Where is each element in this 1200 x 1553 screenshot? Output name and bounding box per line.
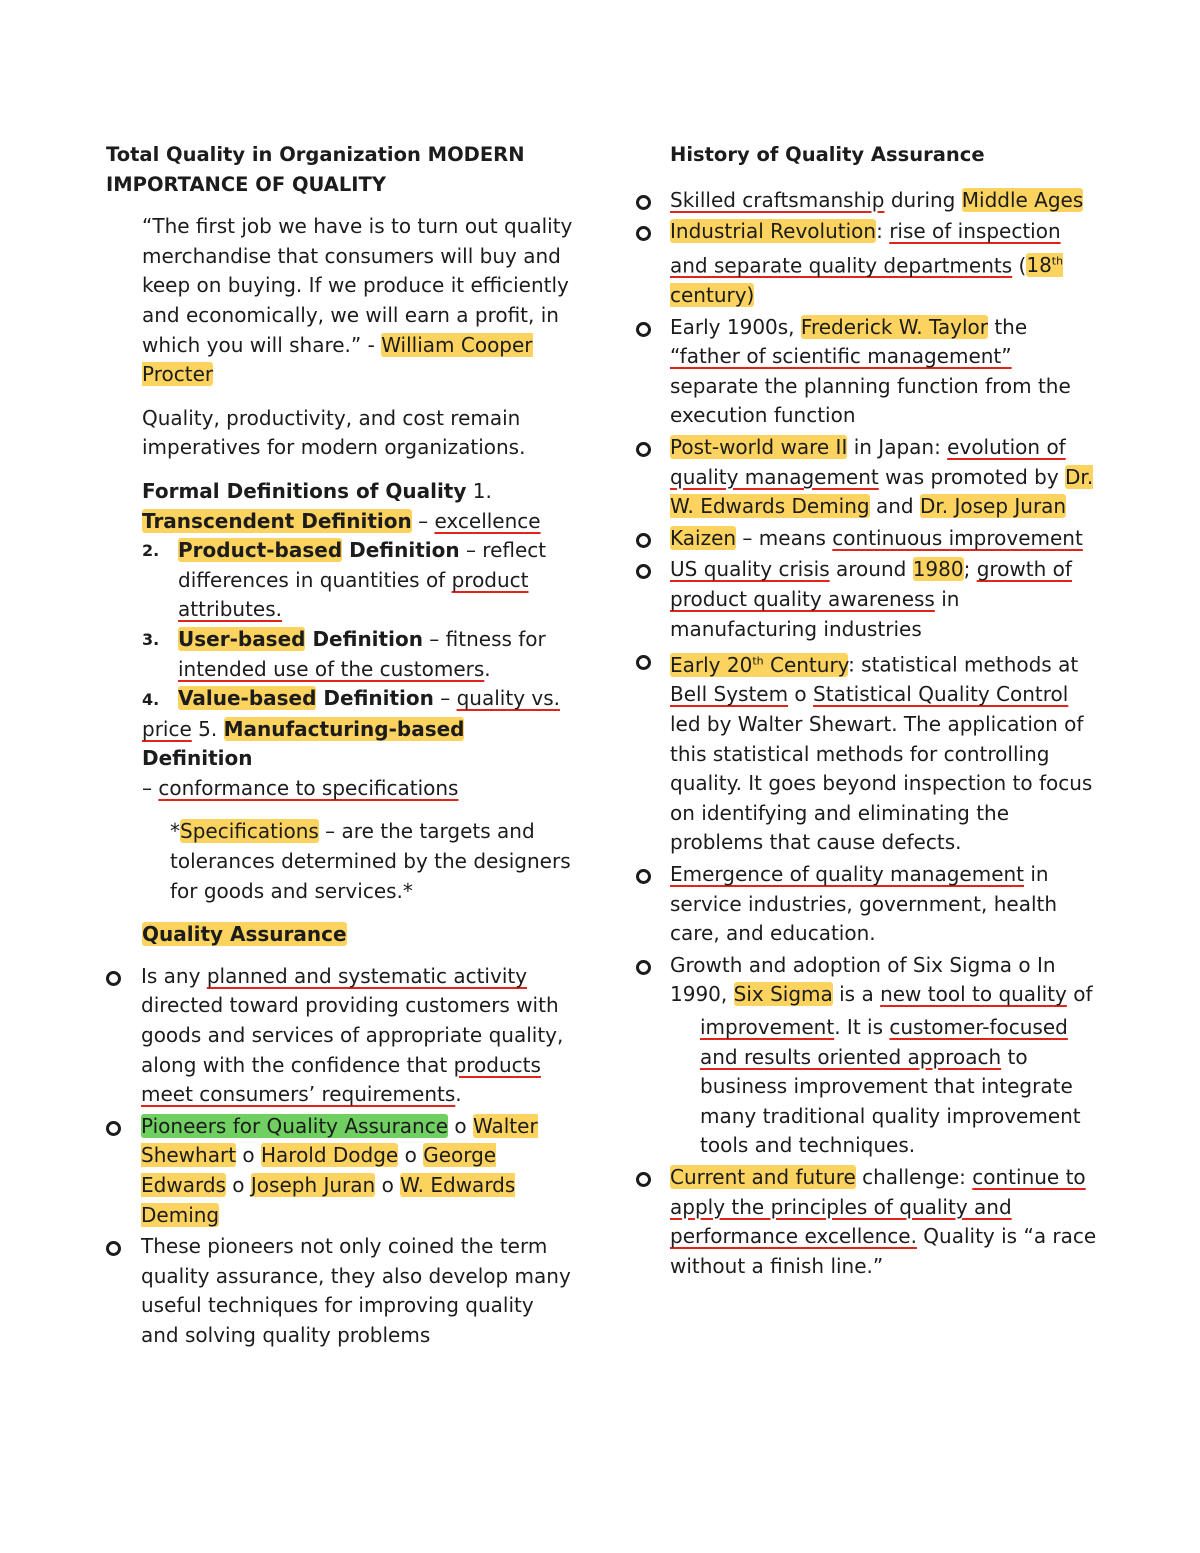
history-heading: History of Quality Assurance bbox=[670, 143, 985, 166]
h7-underlined-1: Bell System bbox=[670, 682, 789, 707]
h3-text-3: separate the planning function from the execution function bbox=[670, 373, 1071, 428]
h2-century-word: century) bbox=[670, 283, 755, 308]
list-item bbox=[106, 962, 576, 1110]
definition-number-1: 1. bbox=[472, 478, 492, 503]
definition-1 bbox=[142, 507, 576, 537]
h7-suffix: th bbox=[752, 654, 764, 668]
list-item bbox=[106, 1232, 576, 1350]
h8-underlined: Emergence of quality management bbox=[670, 861, 1025, 886]
circle-bullet-icon bbox=[636, 533, 651, 548]
pioneer-5: W. Edwards Deming bbox=[141, 1173, 516, 1227]
definition-5-dash: – bbox=[142, 775, 159, 800]
h1-highlight: Middle Ages bbox=[961, 187, 1084, 212]
circle-bullet-icon bbox=[636, 655, 651, 670]
circle-bullet-icon bbox=[636, 564, 651, 579]
h6-underlined-1: US quality crisis bbox=[670, 557, 830, 582]
list-item bbox=[636, 524, 1101, 554]
h7-sep: o bbox=[788, 682, 814, 707]
list-item bbox=[636, 555, 1101, 644]
quality-assurance-heading: Quality Assurance bbox=[142, 922, 347, 947]
definition-5-desc: conformance to specifications bbox=[158, 775, 459, 800]
h9-sub-text: . It is bbox=[834, 1014, 890, 1039]
formal-definitions-heading-line bbox=[142, 477, 576, 507]
definition-1-desc: excellence bbox=[434, 508, 541, 533]
h6-highlight: 1980 bbox=[912, 557, 964, 582]
h9-highlight: Six Sigma bbox=[733, 982, 833, 1007]
circle-bullet-icon bbox=[636, 195, 651, 210]
list-item bbox=[636, 646, 1101, 858]
left-column bbox=[106, 140, 576, 1353]
pioneers-heading: Pioneers for Quality Assurance bbox=[141, 1113, 449, 1138]
h2-century-number: 18 bbox=[1026, 253, 1052, 278]
procter-quote bbox=[142, 212, 576, 390]
h2-paren: ( bbox=[1012, 253, 1027, 278]
h3-text: Early 1900s, bbox=[670, 314, 801, 339]
h4-underlined: evolution of quality management bbox=[670, 435, 1066, 489]
h6-text-2: in manufacturing industries bbox=[670, 586, 960, 641]
list-item bbox=[106, 1112, 576, 1230]
definition-4-def: Definition bbox=[316, 686, 434, 711]
h3-highlight: Frederick W. Taylor bbox=[800, 314, 988, 339]
qa-item-1-period: . bbox=[455, 1082, 462, 1107]
circle-bullet-icon bbox=[636, 226, 651, 241]
imperatives-paragraph: Quality, productivity, and cost remain imperatives for modern organizations. bbox=[142, 405, 526, 460]
h4-highlight-1: Post-world ware II bbox=[670, 435, 848, 459]
definition-1-dash: – bbox=[411, 508, 435, 533]
definition-5-term: Manufacturing-based bbox=[223, 716, 465, 741]
list-item bbox=[636, 1163, 1101, 1281]
h2-highlight: Industrial Revolution bbox=[670, 219, 877, 244]
definition-2-underlined: product attributes. bbox=[178, 567, 529, 622]
circle-bullet-icon bbox=[106, 1241, 121, 1256]
list-item bbox=[636, 433, 1101, 522]
qa-item-3-text: These pioneers not only coined the term quality assurance, they also develop many useful techniques for improving quality and solving quality problems bbox=[141, 1234, 571, 1347]
h9-sub-underlined-2: customer-focused and results oriented approach bbox=[700, 1014, 1068, 1069]
quality-assurance-list bbox=[106, 962, 576, 1351]
h3-text-2: the bbox=[987, 314, 1028, 339]
definition-4-5 bbox=[142, 684, 576, 803]
separator: o bbox=[398, 1143, 424, 1168]
h10-text: challenge: bbox=[855, 1164, 973, 1189]
definition-3-underlined: intended use of the customers bbox=[178, 656, 485, 681]
h1-underlined: Skilled craftsmanship bbox=[670, 187, 885, 212]
h4-highlight-3: Dr. Josep Juran bbox=[919, 494, 1067, 519]
list-item bbox=[636, 951, 1101, 1161]
h9-sub-text-2: to business improvement that integrate many traditional quality improvement tools and techniques. bbox=[700, 1044, 1081, 1158]
history-list bbox=[636, 186, 1101, 1282]
h9-text-3: of bbox=[1066, 982, 1093, 1007]
definition-4-underlined: quality vs. price bbox=[142, 686, 560, 741]
h10-highlight: Current and future bbox=[670, 1164, 856, 1189]
separator: o bbox=[448, 1113, 473, 1138]
list-item bbox=[636, 186, 1101, 216]
definition-3-desc: – fitness for bbox=[422, 626, 546, 651]
h9-sub-paragraph bbox=[670, 1013, 1101, 1161]
list-item bbox=[636, 217, 1101, 310]
list-item bbox=[636, 313, 1101, 431]
h4-text-2: was promoted by bbox=[878, 464, 1066, 489]
circle-bullet-icon bbox=[636, 1172, 651, 1187]
separator: o bbox=[236, 1143, 261, 1168]
pioneer-2: Harold Dodge bbox=[260, 1143, 399, 1168]
quote-author: William Cooper Procter bbox=[142, 332, 533, 387]
h6-semicolon: ; bbox=[963, 557, 977, 582]
circle-bullet-icon bbox=[636, 442, 651, 457]
spec-star: * bbox=[170, 819, 180, 844]
circle-bullet-icon bbox=[636, 960, 651, 975]
right-column bbox=[636, 140, 1101, 1283]
h5-highlight: Kaizen bbox=[670, 525, 737, 550]
h6-text: around bbox=[829, 557, 913, 582]
pioneer-3: George Edwards bbox=[141, 1143, 497, 1197]
page-title: Total Quality in Organization MODERN IMPORTANCE OF QUALITY bbox=[106, 143, 525, 196]
definition-number-3: 3. bbox=[142, 629, 160, 649]
definition-2-term: Product-based bbox=[178, 538, 343, 563]
h7-text: : statistical methods at bbox=[848, 652, 1079, 677]
pioneer-1: Walter Shewhart bbox=[141, 1113, 538, 1168]
quality-assurance-heading-line bbox=[142, 920, 576, 950]
h9-text: Growth and adoption of Six Sigma o In 1990, bbox=[670, 952, 1056, 1007]
definition-2 bbox=[142, 536, 576, 625]
definition-3-period: . bbox=[484, 656, 491, 681]
definition-2-desc: – reflect differences in quantities of bbox=[178, 538, 547, 592]
h5-text: – means bbox=[736, 525, 833, 550]
quote-text: “The first job we have is to turn out quality merchandise that consumers will buy and keep on buying. If we produce it efficiently and economically, we will earn a profit, in which you will share.” - bbox=[142, 214, 573, 357]
specifications-desc: – are the targets and tolerances determined by the designers for goods and services.* bbox=[170, 819, 571, 903]
h10-text-2: Quality is “a race without a finish line.” bbox=[670, 1224, 1097, 1278]
h2-underlined: rise of inspection and separate quality departments bbox=[670, 219, 1061, 278]
h9-underlined: new tool to quality bbox=[880, 982, 1067, 1007]
h1-text: during bbox=[884, 187, 962, 212]
circle-bullet-icon bbox=[636, 322, 651, 337]
definition-4-term: Value-based bbox=[178, 686, 317, 711]
definition-1-term: Transcendent Definition bbox=[142, 508, 412, 533]
h7-early: Early 20 bbox=[670, 652, 753, 677]
h7-highlight bbox=[670, 653, 848, 677]
definition-3-def: Definition bbox=[305, 626, 423, 651]
specifications-note bbox=[170, 817, 576, 906]
definition-3-term: User-based bbox=[178, 626, 306, 651]
formal-definitions-heading: Formal Definitions of Quality bbox=[142, 478, 467, 503]
definition-2-def: Definition bbox=[342, 538, 460, 563]
h4-highlight-2: Dr. W. Edwards Deming bbox=[670, 464, 1094, 519]
qa-item-1-text-2: directed toward providing customers with goods and services of appropriate quality, along with the confidence that bbox=[141, 993, 564, 1077]
h7-text-2: led by Walter Shewart. The application of this statistical methods for controlling quality. It goes beyond inspection to focus on identifying and eliminating the problems that cause defects. bbox=[670, 712, 1093, 855]
definition-number-4: 4. bbox=[142, 690, 160, 710]
definition-number-2: 2. bbox=[142, 541, 160, 561]
h5-underlined: continuous improvement bbox=[832, 525, 1083, 550]
h9-text-2: is a bbox=[832, 982, 881, 1007]
definition-3 bbox=[142, 625, 576, 684]
list-item bbox=[636, 860, 1101, 949]
circle-bullet-icon bbox=[106, 971, 121, 986]
h9-sub-underlined-1: improvement bbox=[700, 1014, 835, 1039]
h7-underlined-2: Statistical Quality Control bbox=[813, 682, 1069, 707]
h6-underlined-2: growth of product quality awareness bbox=[670, 557, 1072, 611]
separator: o bbox=[225, 1173, 251, 1197]
qa-item-1-underlined-2: products meet consumers’ requirements bbox=[141, 1052, 541, 1107]
definition-4-dash: – bbox=[433, 686, 457, 711]
h2-colon: : bbox=[876, 219, 890, 244]
circle-bullet-icon bbox=[106, 1121, 121, 1136]
specifications-term: Specifications bbox=[180, 819, 319, 844]
circle-bullet-icon bbox=[636, 869, 651, 884]
h4-text: in Japan: bbox=[847, 435, 948, 459]
h4-text-3: and bbox=[869, 494, 920, 519]
h10-underlined: continue to apply the principles of quality and performance excellence. bbox=[670, 1164, 1086, 1249]
pioneer-4: Joseph Juran bbox=[250, 1173, 376, 1197]
definition-number-5: 5. bbox=[191, 716, 224, 741]
formal-definitions bbox=[142, 477, 576, 804]
qa-item-1-underlined-1: planned and systematic activity bbox=[206, 963, 528, 988]
h8-text: in service industries, government, health care, and education. bbox=[670, 861, 1058, 946]
h3-underlined: “father of scientific management” bbox=[670, 344, 1012, 369]
h7-century: Century bbox=[763, 652, 849, 677]
separator: o bbox=[375, 1173, 401, 1197]
qa-item-1-text: Is any bbox=[141, 963, 207, 988]
definition-5-def: Definition bbox=[142, 746, 253, 771]
h2-century-suffix: th bbox=[1051, 254, 1064, 268]
